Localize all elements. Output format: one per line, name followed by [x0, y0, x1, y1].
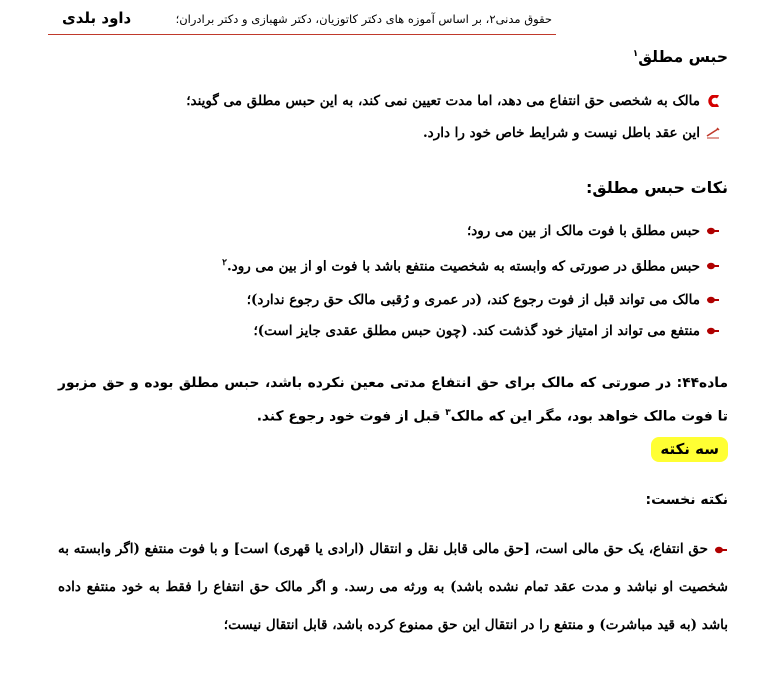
- pointing-hand-icon: [706, 260, 720, 272]
- article-44: [58, 368, 728, 432]
- course-title: حقوق مدنی۲، بر اساس آموزه های دکتر کاتوزیان، دکتر شهبازی و دکتر برادران؛: [175, 12, 552, 26]
- definition-line: [186, 93, 720, 109]
- horseshoe-icon: [706, 95, 720, 107]
- author-name: داود بلدی: [62, 9, 132, 27]
- point-paragraph-text: حق انتفاع، یک حق مالی است، [حق مالی قابل نقل و انتقال (ارادی یا قهری) است] و با فوت منتفع (اگر وابسته به شخصیت او نباشد و مدت عقد تمام نشده باشد) به ورثه می رسد. و اگر مالک حق انتفاع را فقط به خود منتفع داده باشد (به قید مباشرت) و منتفع را در انتقال این حق ممنوع کرده باشد، قابل انتقال نیست؛: [58, 541, 728, 633]
- validity-text: این عقد باطل نیست و شرایط خاص خود را دارد.: [422, 125, 700, 141]
- article-text-end: قبل از فوت خود رجوع کند.: [256, 408, 441, 425]
- footnote-marker: ۳: [445, 408, 451, 418]
- pointing-hand-icon: [706, 225, 720, 237]
- note-text-body: حبس مطلق در صورتی که وابسته به شخصیت منتفع باشد با فوت او از بین می رود.: [226, 258, 700, 275]
- section-title-text: حبس مطلق: [638, 48, 728, 66]
- point-title: نکته نخست:: [645, 492, 728, 508]
- section-title-notes: نکات حبس مطلق:: [585, 178, 728, 197]
- note-text: منتفع می تواند از امتیاز خود گذشت کند. (چون حبس مطلق عقدی جایز است)؛: [253, 323, 700, 339]
- three-points-badge: سه نکته: [651, 437, 728, 462]
- note-text: [222, 258, 700, 275]
- pointing-hand-icon: [706, 325, 720, 337]
- validity-line: [423, 125, 720, 141]
- note-item: [467, 223, 720, 239]
- article-text: ماده۴۴: در صورتی که مالک برای حق انتفاع مدتی معین نکرده باشد، حبس مطلق بوده و حق مزبور تا فوت مالک خواهد بود، مگر این که مالک: [58, 375, 728, 425]
- note-item: [253, 323, 720, 339]
- footnote-marker: ۲: [222, 258, 227, 268]
- definition-text: مالک به شخصی حق انتفاع می دهد، اما مدت تعیین نمی کند، به این حبس مطلق می گویند؛: [186, 93, 700, 109]
- note-text: مالک می تواند قبل از فوت رجوع کند، (در عمری و رُقبی مالک حق رجوع ندارد)؛: [246, 292, 700, 308]
- note-item: [222, 258, 720, 275]
- note-item: [247, 292, 720, 308]
- footnote-marker: ۱: [632, 48, 639, 59]
- point-paragraph: [58, 530, 728, 644]
- pointing-hand-icon: [706, 294, 720, 306]
- note-text: حبس مطلق با فوت مالک از بین می رود؛: [466, 223, 700, 239]
- page-header: [48, 8, 556, 35]
- pointing-hand-icon: [714, 544, 728, 556]
- section-title-absolute-habs: [633, 48, 728, 66]
- pen-icon: [706, 127, 720, 139]
